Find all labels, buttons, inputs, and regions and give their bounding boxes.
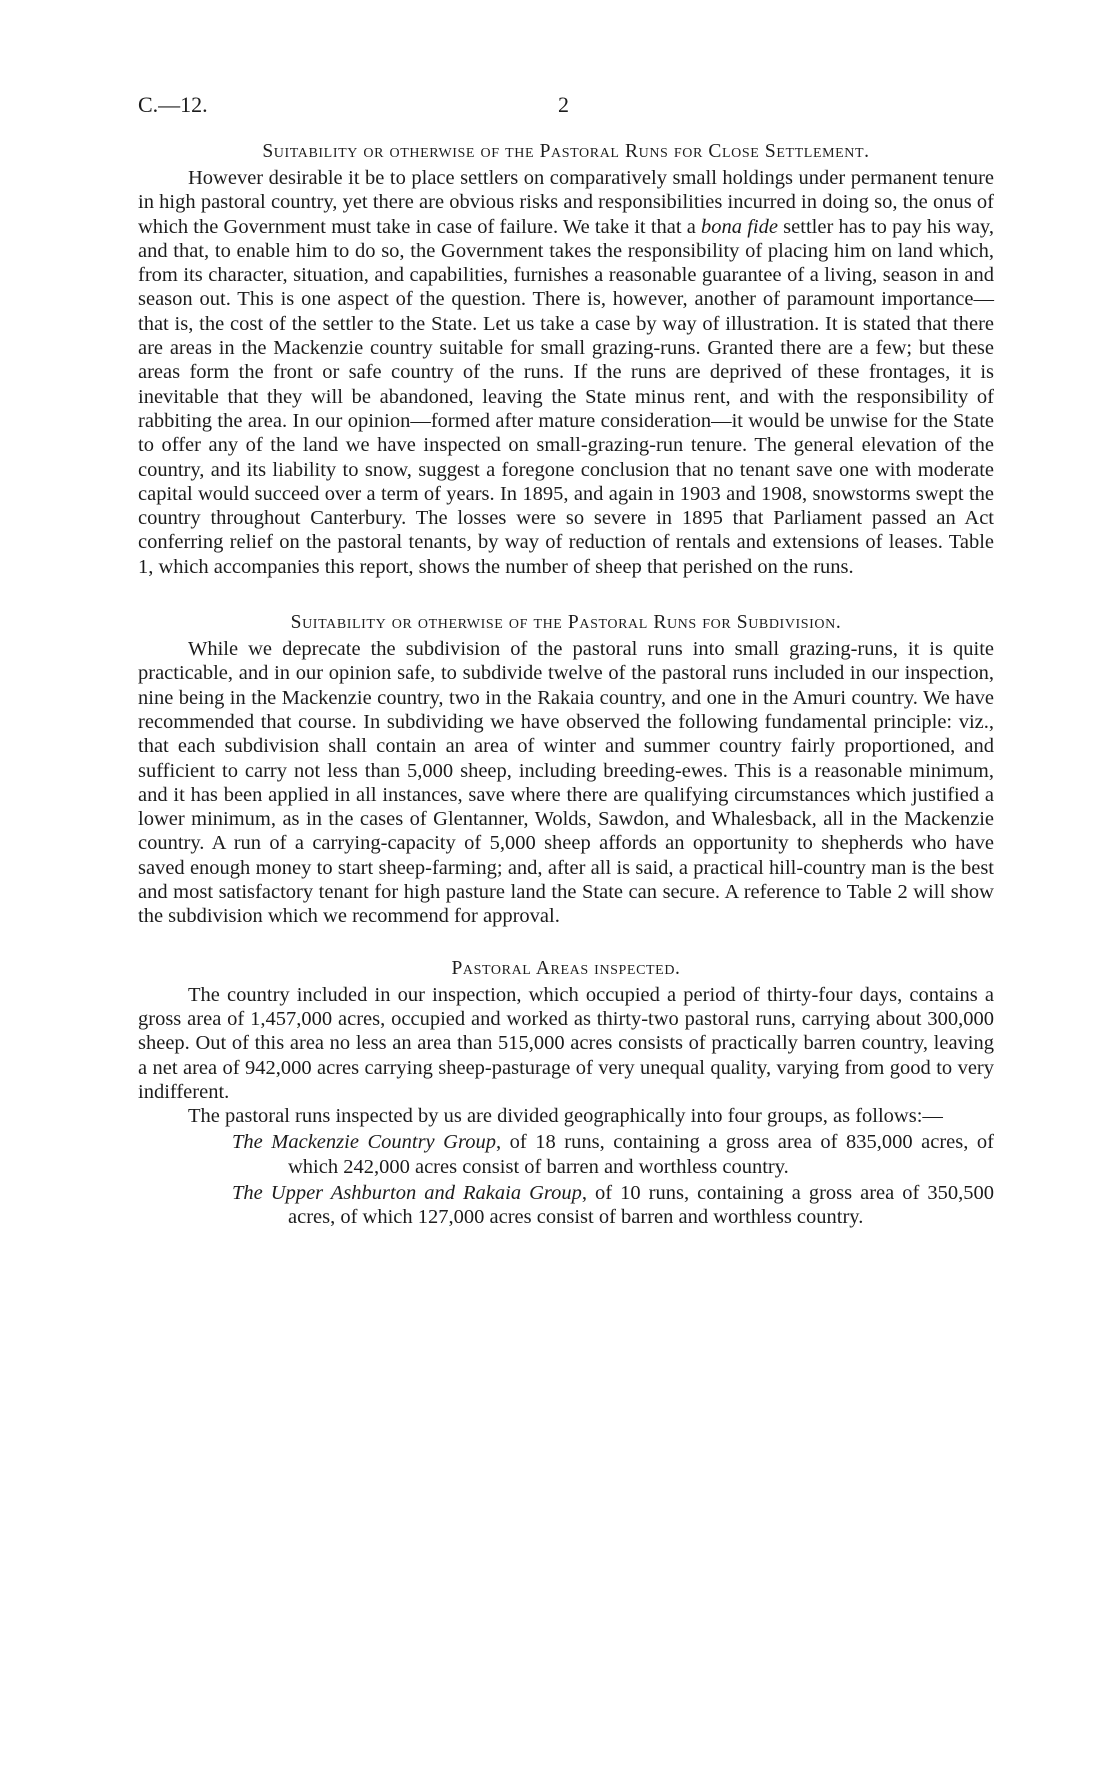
paragraph-groups-intro: The pastoral runs inspected by us are divided geographically into four groups, as follows:— [188,1105,943,1128]
group-item-mackenzie [138,1130,994,1179]
group-name: The Upper Ashburton and Rakaia Group [232,1181,582,1204]
section-heading-close-settlement: Suitability or otherwise of the Pastoral Runs for Close Settlement. [262,141,870,162]
paragraph-close-settlement [138,166,994,579]
document-reference: C.—12. [138,92,208,117]
group-name: The Mackenzie Country Group [232,1131,496,1154]
paragraph-areas-inspected: The country included in our inspection, which occupied a period of thirty-four days, contains a gross area of 1,457,000 acres, occupied and worked as thirty-two pastoral runs, carrying about 300,000 sheep. Out of this area no less an area than 515,000 acres consists of practically barren country, leaving a net area of 942,000 acres carrying sheep-pasturage of very unequal quality, varying from good to very indifferent. [138,983,994,1103]
section-heading-areas-inspected: Pastoral Areas inspected. [451,957,681,979]
paragraph-text: However desirable it be to place settlers on comparatively small holdings under permanent tenure in high pastoral country, yet there are obvious risks and responsibilities incurred in doing so, the onus of which the Government must take in case of failure. We take it that a [138,167,994,238]
group-item-ashburton-rakaia [138,1181,994,1230]
group-text: , of 18 runs, containing a gross area of 835,000 acres, of which 242,000 acres consist of barren and worthless country. [288,1131,994,1178]
document-page [138,92,994,1230]
page-number: 2 [558,92,569,117]
paragraph-text: settler has to pay his way, and that, to enable him to do so, the Government takes the responsibility of placing him on land which, from its character, situation, and capabilities, furnishes a reasonable guarantee of a living, season in and season out. This is one aspect of the question. There is, however, another of paramount importance—that is, the cost of the settler to the State. Let us take a case by way of illustration. It is stated that there are areas in the Mackenzie country suitable for small grazing-runs. Granted there are a few; but these areas form the front or safe country of the runs. If the runs are deprived of these frontages, it is inevitable that they will be abandoned, leaving the State minus rent, and with the responsibility of rabbiting the area. In our opinion—formed after mature consideration—it would be unwise for the State to offer any of the land we have inspected on small-grazing-run tenure. The general elevation of the country, and its liability to snow, suggest a foregone conclusion that no tenant save one with moderate capital would succeed over a term of years. In 1895, and again in 1903 and 1908, snowstorms swept the country throughout Canterbury. The losses were so severe in 1895 that Parliament passed an Act conferring relief on the pastoral tenants, by way of reduction of rentals and extensions of leases. Table 1, which accompanies this report, shows the number of sheep that perished on the runs. [138,215,994,578]
italic-phrase: bona fide [701,215,778,238]
group-text: , of 10 runs, containing a gross area of 350,500 acres, of which 127,000 acres consist of barren and worthless country. [288,1181,994,1229]
page-header [138,92,994,126]
section-heading-subdivision: Suitability or otherwise of the Pastoral Runs for Subdivision. [290,612,842,634]
paragraph-subdivision: While we deprecate the subdivision of the pastoral runs into small grazing-runs, it is quite practicable, and in our opinion safe, to subdivide twelve of the pastoral runs included in our inspection, nine being in the Mackenzie country, two in the Rakaia country, and one in the Amuri country. We have recommended that course. In subdividing we have observed the following fundamental principle: viz., that each subdivision shall contain an area of winter and summer country fairly proportioned, and sufficient to carry not less than 5,000 sheep, including breeding-ewes. This is a reasonable minimum, and it has been applied in all instances, save where there are qualifying circumstances which justified a lower minimum, as in the cases of Glentanner, Wolds, Sawdon, and Whalesback, all in the Mackenzie country. A run of a carrying-capacity of 5,000 sheep affords an opportunity to shepherds who have saved enough money to start sheep-farming; and, after all is said, a practical hill-country man is the best and most satisfactory tenant for high pasture land the State can secure. A reference to Table 2 will show the subdivision which we recommend for approval. [138,638,994,928]
